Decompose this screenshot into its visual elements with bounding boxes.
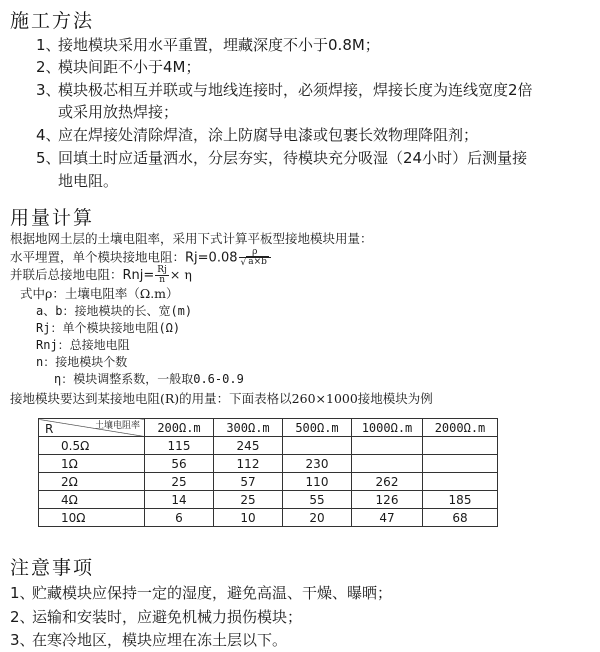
table-cell: 10	[214, 509, 283, 527]
formula-fraction	[155, 266, 169, 285]
calc-intro: 根据地网土层的土壤电阻率，采用下式计算平板型接地模块用量：	[10, 231, 373, 246]
table-corner-cell	[39, 419, 145, 437]
item-number: 3、	[10, 631, 35, 649]
table-cell: 6	[145, 509, 214, 527]
item-number: 5、	[36, 149, 61, 167]
table-cell: 262	[352, 473, 423, 491]
row-label: 4Ω	[39, 491, 145, 509]
formula-fraction	[239, 248, 271, 268]
formula-rhs: × η	[169, 267, 192, 282]
corner-row-label: R	[45, 422, 54, 436]
method-item-3	[36, 80, 533, 100]
method-item-5-cont	[58, 171, 118, 191]
table-cell: 245	[214, 437, 283, 455]
formula-rnj: Rnj=	[122, 268, 155, 283]
table-cell: 57	[214, 473, 283, 491]
table-row	[39, 509, 498, 527]
calc-formula-parallel	[10, 266, 192, 285]
formula-prefix: 水平埋置，单个模块接地电阻：	[10, 249, 186, 265]
table-cell: 47	[352, 509, 423, 527]
table-header-row	[39, 419, 498, 437]
formula-rj: Rj=0.08	[185, 250, 238, 266]
formula-rho: ρ	[239, 248, 271, 258]
table-cell	[283, 437, 352, 455]
table-cell: 126	[352, 491, 423, 509]
method-item-4	[36, 125, 478, 145]
column-header: 500Ω.m	[283, 419, 352, 437]
table-cell: 25	[214, 491, 283, 509]
row-label: 0.5Ω	[39, 437, 145, 455]
formula-den: n	[159, 275, 165, 285]
note-item-2	[10, 607, 302, 627]
item-number: 2、	[10, 608, 35, 626]
calc-where-item: Rj：单个模块接地电阻(Ω)	[36, 321, 181, 335]
table-row	[39, 473, 498, 491]
table-row	[39, 437, 498, 455]
table-cell	[423, 437, 498, 455]
item-text: 回填土时应适量洒水，分层夯实，待模块充分吸湿（24小时）后测量接	[58, 149, 528, 167]
section-title-notes: 注意事项	[10, 557, 95, 579]
resistance-table	[38, 418, 498, 527]
method-item-1	[36, 35, 380, 55]
calc-where-item: n：接地模块个数	[36, 355, 128, 369]
table-cell	[423, 455, 498, 473]
table-cell: 112	[214, 455, 283, 473]
calc-where-label: 式中ρ：土壤电阻率（Ω.m）	[20, 286, 179, 301]
item-text: 或采用放热焊接；	[58, 103, 179, 121]
item-text: 模块极芯相互并联或与地线连接时，必须焊接，焊接长度为连线宽度2倍	[58, 81, 533, 99]
item-text: 运输和安装时，应避免机械力损伤模块；	[32, 608, 303, 626]
method-item-3-cont	[58, 102, 178, 122]
formula-num: Rj	[157, 265, 167, 275]
column-header: 200Ω.m	[145, 419, 214, 437]
method-item-2	[36, 57, 201, 77]
table-cell: 185	[423, 491, 498, 509]
table-cell: 115	[145, 437, 214, 455]
formula-root: a×b	[248, 257, 267, 267]
row-label: 2Ω	[39, 473, 145, 491]
calc-where-item: Rnj：总接地电阻	[36, 338, 130, 352]
table-row	[39, 491, 498, 509]
column-header: 1000Ω.m	[352, 419, 423, 437]
column-header: 300Ω.m	[214, 419, 283, 437]
section-title-calc: 用量计算	[10, 207, 95, 229]
table-cell: 56	[145, 455, 214, 473]
section-title-method: 施工方法	[10, 10, 95, 32]
item-number: 1、	[36, 36, 61, 54]
item-number: 4、	[36, 126, 61, 144]
item-text: 模块间距不小于4M；	[58, 58, 201, 76]
table-cell: 55	[283, 491, 352, 509]
table-cell: 230	[283, 455, 352, 473]
corner-col-label: 土壤电阻率	[94, 421, 140, 431]
formula-prefix: 并联后总接地电阻：	[10, 267, 123, 282]
row-label: 1Ω	[39, 455, 145, 473]
item-text: 贮藏模块应保持一定的湿度，避免高温、干燥、曝晒；	[32, 584, 393, 602]
item-text: 地电阻。	[58, 172, 119, 190]
item-number: 2、	[36, 58, 61, 76]
table-cell: 14	[145, 491, 214, 509]
method-item-5	[36, 148, 527, 168]
table-row	[39, 455, 498, 473]
row-label: 10Ω	[39, 509, 145, 527]
note-item-1	[10, 583, 392, 603]
item-number: 3、	[36, 81, 61, 99]
calc-where-item: η：模块调整系数，一般取0.6-0.9	[54, 372, 244, 386]
item-text: 应在焊接处清除焊渣，涂上防腐导电漆或包裹长效物理降阻剂；	[58, 126, 479, 144]
table-cell	[352, 455, 423, 473]
calc-where-item: a、b：接地模块的长、宽(m)	[36, 304, 193, 318]
table-cell: 25	[145, 473, 214, 491]
table-cell: 110	[283, 473, 352, 491]
table-cell	[352, 437, 423, 455]
table-caption: 接地模块要达到某接地电阻(R)的用量：下面表格以260×1000接地模块为例	[10, 391, 433, 406]
item-text: 在寒冷地区，模块应埋在冻土层以下。	[32, 631, 288, 649]
table-cell: 68	[423, 509, 498, 527]
formula-sqrt-wrap: √ a×b	[240, 257, 267, 268]
item-number: 1、	[10, 584, 35, 602]
item-text: 接地模块采用水平重置，埋藏深度不小于0.8M；	[58, 36, 380, 54]
note-item-3	[10, 630, 287, 650]
column-header: 2000Ω.m	[423, 419, 498, 437]
calc-formula-single	[10, 248, 272, 268]
table-cell: 20	[283, 509, 352, 527]
table-cell	[423, 473, 498, 491]
